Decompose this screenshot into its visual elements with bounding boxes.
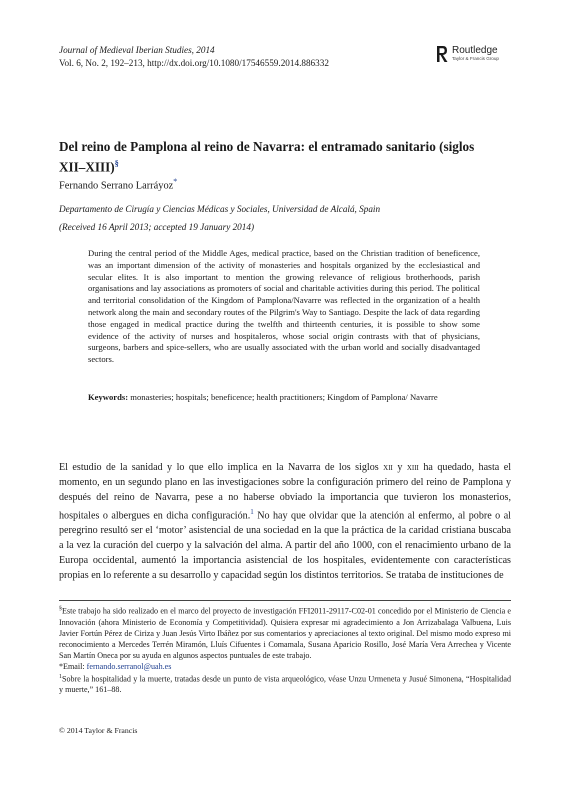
journal-name: Journal of Medieval Iberian Studies, 2014: [59, 45, 215, 55]
body-paragraph: [59, 460, 511, 583]
copyright-notice: © 2014 Taylor & Francis: [59, 726, 138, 735]
email-link[interactable]: fernando.serranol@uah.es: [86, 661, 172, 671]
keywords-text: monasteries; hospitals; beneficence; health practitioners; Kingdom of Pamplona/ Navarre: [130, 392, 438, 402]
author-footnote-mark[interactable]: *: [173, 177, 178, 186]
footnote-mark: §: [59, 606, 62, 612]
footnote-divider: [59, 600, 511, 601]
century-numeral: xii: [383, 462, 393, 473]
email-label: *Email:: [59, 661, 87, 671]
keywords-label: Keywords:: [88, 392, 129, 402]
abstract-text: During the central period of the Middle Ages, medical practice, based on the Christian tradition of beneficence, was an important dimension of the activity of monasteries and hospitals organized by the ecclesiastical and secular elites. It is also important to mention the growing relevance of religious brotherhoods, parish organisations and lay associations as promoters of social and charitable activities during this period. The political and territorial consolidation of the Kingdom of Pamplona/Navarre was reflected in the organization of a health network along the main and secondary routes of the Pilgrim's Way to Santiago. Despite the lack of data regarding those engaged in medical practice during the twelfth and thirteenth centuries, it is possible to show some evidence of the activity of nurses and hospitaleros, whose social origin contrasts with that of physicians, surgeons, barbers and spice-sellers, who are usually associated with the urban world and socially disadvantaged sectors.: [88, 248, 480, 365]
abstract: [88, 248, 480, 366]
title-footnote-mark[interactable]: §: [114, 159, 119, 168]
publisher-brand: Routledge: [452, 45, 498, 56]
article-author: [59, 177, 177, 191]
publisher-subtitle: Taylor & Francis Group: [452, 56, 499, 61]
journal-citation: Vol. 6, No. 2, 192–213, http://dx.doi.org/10.1080/17546559.2014.886332: [59, 58, 329, 68]
footnotes: [59, 604, 511, 695]
keywords: [88, 392, 480, 404]
author-name: Fernando Serrano Larráyoz: [59, 180, 174, 192]
footnote-mark: 1: [59, 673, 62, 680]
footnote-section: [59, 604, 511, 661]
publisher-logo: [435, 44, 515, 64]
received-dates: (Received 16 April 2013; accepted 19 January 2014): [59, 222, 255, 232]
journal-header: [59, 44, 329, 70]
body-text-run: y: [392, 462, 407, 473]
body-text-run: No hay que olvidar que la atención al enfermo, al pobre o al peregrino resultó ser el ‘motor’ asistencial de una sociedad en la que la práctica de la caridad cristiana buscaba a la vez la curación del cuerpo y la salvación del alma. A partir del año 1000, con el renacimiento urbano de la Europa occidental, aumentó la importancia asistencial de los hospitales, evidentemente con características propias en lo referente a su desarrollo y capacidad según los distintos territorios. Se trataba de instituciones de: [59, 510, 511, 582]
footnote-email: [59, 661, 511, 672]
footnote-text: Sobre la hospitalidad y la muerte, tratadas desde un punto de vista arqueológico, véase Unzu Urmeneta y Jusué Simonena, “Hospitalidad y muerte,” 161–88.: [59, 674, 511, 695]
footnote-text: Este trabajo ha sido realizado en el marco del proyecto de investigación FFI2011-29117-C02-01 concedido por el Ministerio de Ciencia e Innovación (ahora Ministerio de Economía y Competitividad). Quisiera expresar mi agradecimiento a Jon Arrizabalaga Valbuena, Luis Javier Fortún Pérez de Ciriza y Juan Jesús Virto Ibáñez por sus comentarios y apreciaciones al texto original. Del mismo modo expreso mi reconocimiento a Mercedes Terrén Miramón, Lluís Cifuentes i Comamala, Susana Aparicio Rosillo, José María Vera Arrechea y Vicente San Martín Oneca por su ayuda en algunos aspectos puntuales de este trabajo.: [59, 606, 511, 660]
footnote-1: [59, 672, 511, 696]
century-numeral: xiii: [406, 462, 419, 473]
body-text-run: ha quedado, hasta el momento, en un segundo plano en las investigaciones sobre la configuración primero del reino de Pamplona y después del reino de Navarra, pese a no haberse obviado la importancia que tuvieron los monasterios, hospitales o albergues en dicha configuración.: [59, 462, 512, 522]
footnote-ref-1[interactable]: 1: [250, 508, 254, 516]
body-text: [59, 460, 511, 583]
article-title-text: Del reino de Pamplona al reino de Navarra: el entramado sanitario (siglos XII–XIII): [59, 139, 475, 175]
article-title: [59, 138, 499, 175]
routledge-r-icon: [435, 45, 449, 63]
body-text-run: El estudio de la sanidad y lo que ello implica en la Navarra de los siglos: [59, 462, 384, 473]
author-affiliation: Departamento de Cirugía y Ciencias Médicas y Sociales, Universidad de Alcalá, Spain: [59, 204, 381, 214]
